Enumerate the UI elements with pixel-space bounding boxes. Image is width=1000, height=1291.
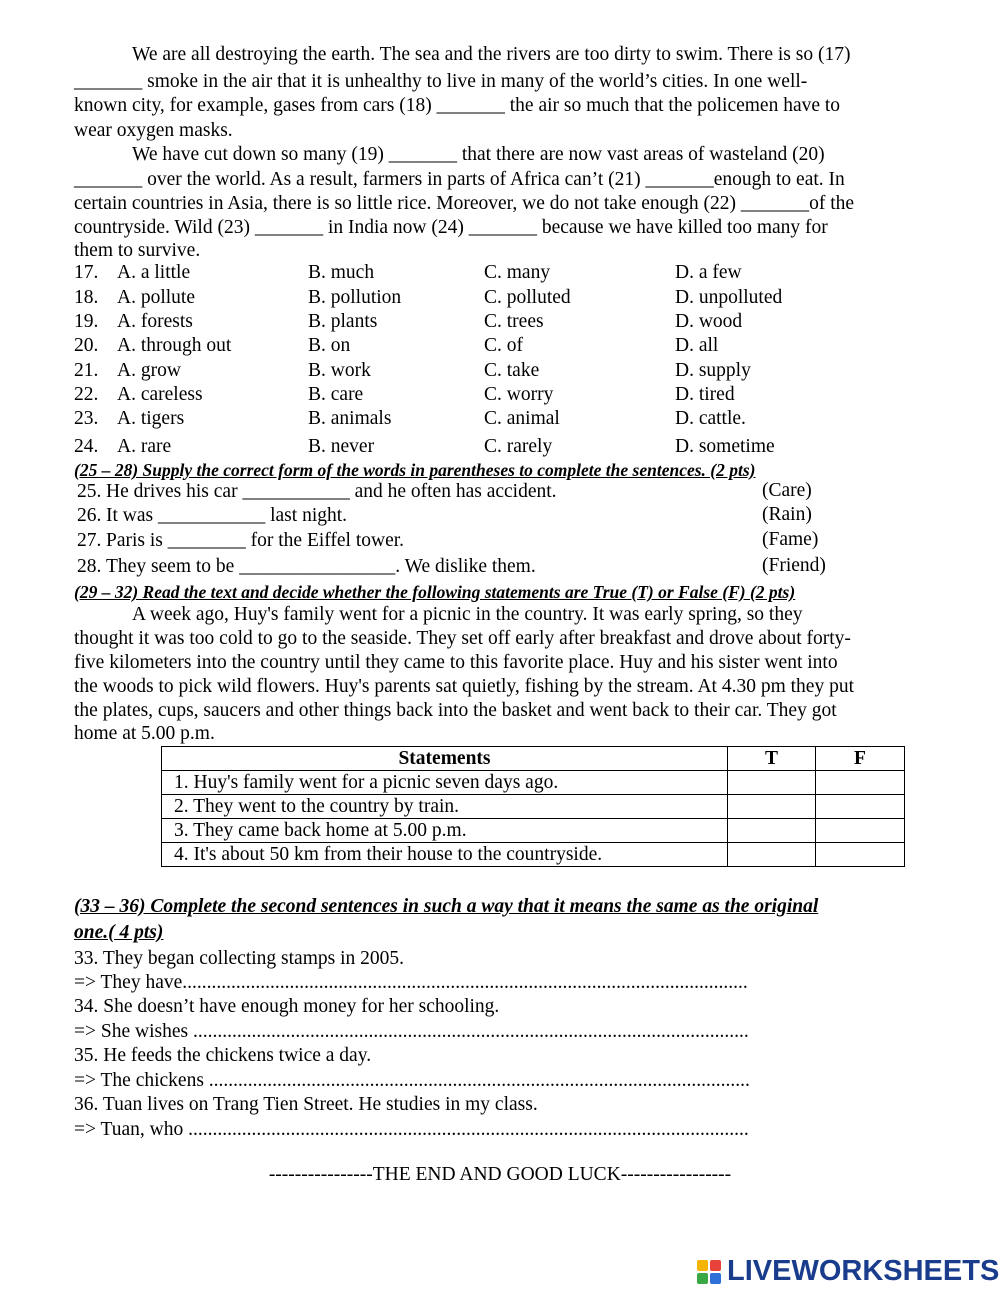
header-statements: Statements: [162, 747, 728, 771]
statement-text: 2. They went to the country by train.: [162, 795, 728, 819]
passage-line: countryside. Wild (23) _______ in India now (24) _______ because we have killed too many for: [74, 217, 828, 238]
mc-number: 21.: [74, 360, 99, 381]
reading-line: five kilometers into the country until they came to this favorite place. Huy and his sister went into: [74, 652, 838, 673]
mc-option-c[interactable]: C. of: [484, 335, 523, 356]
passage-line: We have cut down so many (19) _______ that there are now vast areas of wasteland (20): [132, 144, 825, 165]
section-heading-word-form: (25 – 28) Supply the correct form of the words in parentheses to complete the sentences. (2 pts): [74, 460, 756, 480]
mc-option-c[interactable]: C. polluted: [484, 287, 571, 308]
mc-option-b[interactable]: B. animals: [308, 408, 392, 429]
rewrite-question: 35. He feeds the chickens twice a day.: [74, 1045, 372, 1066]
passage-line: known city, for example, gases from cars (18) _______ the air so much that the policemen have to: [74, 95, 841, 116]
item-number: 25.: [77, 481, 102, 502]
mc-option-c[interactable]: C. many: [484, 262, 551, 283]
word-form-sentence: They seem to be ________________. We dislike them.: [106, 556, 536, 577]
true-answer-cell[interactable]: [728, 819, 816, 843]
end-message: ----------------THE END AND GOOD LUCK-----------------: [268, 1164, 732, 1185]
false-answer-cell[interactable]: [816, 843, 905, 867]
word-cue: (Care): [762, 480, 812, 501]
mc-option-c[interactable]: C. worry: [484, 384, 554, 405]
mc-number: 20.: [74, 335, 99, 356]
rewrite-question: 33. They began collecting stamps in 2005.: [74, 948, 404, 969]
section-heading-rewrite-cont: one.( 4 pts): [74, 922, 164, 943]
header-true: T: [728, 747, 816, 771]
mc-option-b[interactable]: B. on: [308, 335, 351, 356]
mc-option-c[interactable]: C. trees: [484, 311, 544, 332]
mc-option-a[interactable]: A. careless: [117, 384, 203, 405]
mc-option-a[interactable]: A. pollute: [117, 287, 195, 308]
statements-table: [161, 746, 905, 867]
passage-line: _______ over the world. As a result, farmers in parts of Africa can’t (21) _______enough to eat. In: [74, 169, 845, 190]
mc-number: 22.: [74, 384, 99, 405]
mc-option-a[interactable]: A. rare: [117, 436, 172, 457]
mc-option-a[interactable]: A. through out: [117, 335, 232, 356]
mc-option-b[interactable]: B. work: [308, 360, 371, 381]
statement-text: 3. They came back home at 5.00 p.m.: [162, 819, 728, 843]
rewrite-answer-line[interactable]: => Tuan, who ...................................................................................................................: [74, 1119, 749, 1140]
mc-option-d[interactable]: D. all: [675, 335, 719, 356]
mc-option-d[interactable]: D. cattle.: [675, 408, 746, 429]
header-false: F: [816, 747, 905, 771]
reading-line: the plates, cups, saucers and other things back into the basket and went back to their car. They got: [74, 700, 837, 721]
true-answer-cell[interactable]: [728, 795, 816, 819]
passage-line: certain countries in Asia, there is so little rice. Moreover, we do not take enough (22) _______of the: [74, 193, 855, 214]
mc-option-d[interactable]: D. unpolluted: [675, 287, 783, 308]
mc-option-d[interactable]: D. a few: [675, 262, 742, 283]
mc-option-c[interactable]: C. rarely: [484, 436, 553, 457]
mc-option-a[interactable]: A. tigers: [117, 408, 185, 429]
mc-number: 19.: [74, 311, 99, 332]
mc-option-d[interactable]: D. sometime: [675, 436, 775, 457]
reading-line: A week ago, Huy's family went for a picnic in the country. It was early spring, so they: [132, 604, 803, 625]
word-cue: (Friend): [762, 555, 826, 576]
mc-option-b[interactable]: B. much: [308, 262, 375, 283]
word-form-sentence: It was ___________ last night.: [106, 505, 348, 526]
statement-text: 4. It's about 50 km from their house to the countryside.: [162, 843, 728, 867]
mc-number: 24.: [74, 436, 99, 457]
mc-option-b[interactable]: B. plants: [308, 311, 378, 332]
passage-line: them to survive.: [74, 240, 201, 261]
mc-option-a[interactable]: A. forests: [117, 311, 193, 332]
statement-text: 1. Huy's family went for a picnic seven days ago.: [162, 771, 728, 795]
mc-option-c[interactable]: C. animal: [484, 408, 560, 429]
true-answer-cell[interactable]: [728, 843, 816, 867]
table-row: [162, 771, 905, 795]
mc-option-d[interactable]: D. wood: [675, 311, 743, 332]
mc-option-d[interactable]: D. supply: [675, 360, 751, 381]
mc-number: 23.: [74, 408, 99, 429]
word-form-sentence: Paris is ________ for the Eiffel tower.: [106, 530, 405, 551]
table-row: [162, 819, 905, 843]
false-answer-cell[interactable]: [816, 819, 905, 843]
mc-option-c[interactable]: C. take: [484, 360, 540, 381]
logo-text: LIVEWORKSHEETS: [727, 1255, 1000, 1287]
mc-option-a[interactable]: A. a little: [117, 262, 191, 283]
mc-option-b[interactable]: B. pollution: [308, 287, 402, 308]
word-cue: (Rain): [762, 504, 812, 525]
liveworksheets-icon: [697, 1260, 721, 1284]
table-row: [162, 843, 905, 867]
item-number: 26.: [77, 505, 102, 526]
mc-number: 17.: [74, 262, 99, 283]
false-answer-cell[interactable]: [816, 795, 905, 819]
false-answer-cell[interactable]: [816, 771, 905, 795]
rewrite-answer-line[interactable]: => She wishes ..................................................................................................................: [74, 1021, 749, 1042]
mc-option-a[interactable]: A. grow: [117, 360, 181, 381]
mc-option-b[interactable]: B. care: [308, 384, 364, 405]
reading-line: thought it was too cold to go to the seaside. They set off early after breakfast and drove about forty-: [74, 628, 851, 649]
item-number: 27.: [77, 530, 102, 551]
item-number: 28.: [77, 556, 102, 577]
section-heading-rewrite: (33 – 36) Complete the second sentences in such a way that it means the same as the original: [74, 896, 819, 917]
word-form-sentence: He drives his car ___________ and he often has accident.: [106, 481, 557, 502]
passage-line: We are all destroying the earth. The sea and the rivers are too dirty to swim. There is so (17): [132, 44, 851, 65]
mc-option-d[interactable]: D. tired: [675, 384, 735, 405]
reading-line: the woods to pick wild flowers. Huy's parents sat quietly, fishing by the stream. At 4.30 pm they put: [74, 676, 854, 697]
liveworksheets-logo: [697, 1255, 999, 1288]
rewrite-answer-line[interactable]: => The chickens ...............................................................................................................: [74, 1070, 750, 1091]
table-header-row: [162, 747, 905, 771]
rewrite-question: 36. Tuan lives on Trang Tien Street. He studies in my class.: [74, 1094, 538, 1115]
rewrite-answer-line[interactable]: => They have....................................................................................................................: [74, 972, 748, 993]
word-cue: (Fame): [762, 529, 819, 550]
true-answer-cell[interactable]: [728, 771, 816, 795]
mc-option-b[interactable]: B. never: [308, 436, 375, 457]
mc-number: 18.: [74, 287, 99, 308]
section-heading-true-false: (29 – 32) Read the text and decide whether the following statements are True (T) or False (F) (2 pts): [74, 582, 796, 602]
table-row: [162, 795, 905, 819]
reading-line: home at 5.00 p.m.: [74, 723, 215, 744]
passage-line: wear oxygen masks.: [74, 120, 233, 141]
passage-line: _______ smoke in the air that it is unhealthy to live in many of the world’s cities. In one well-: [74, 71, 808, 92]
rewrite-question: 34. She doesn’t have enough money for her schooling.: [74, 996, 500, 1017]
